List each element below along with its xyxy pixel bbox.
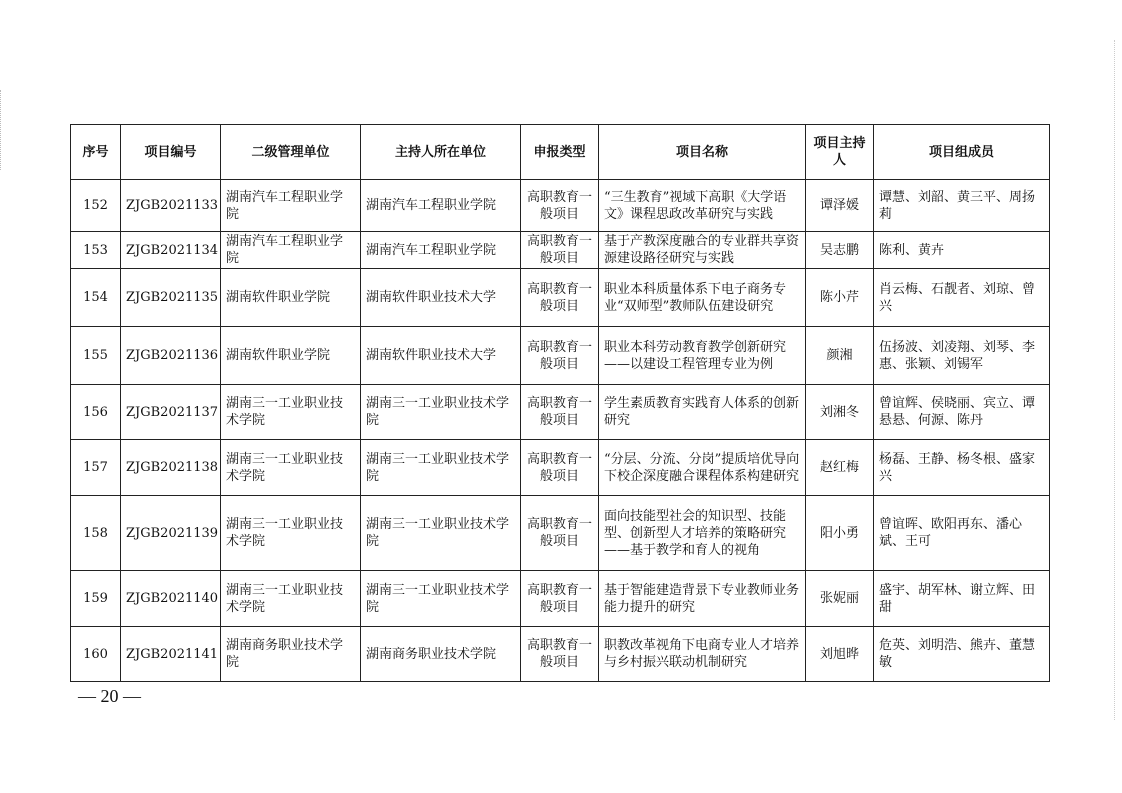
cell-team-members: 谭慧、刘韶、黄三平、周扬莉 [874, 180, 1050, 232]
header-project-name: 项目名称 [599, 125, 806, 180]
cell-project-leader: 张妮丽 [806, 571, 874, 627]
cell-host-unit: 湖南三一工业职业技术学院 [361, 496, 521, 571]
cell-admin-unit: 湖南软件职业学院 [221, 327, 361, 385]
table-row [71, 571, 1050, 627]
cell-project-code: ZJGB2021141 [121, 627, 221, 682]
cell-host-unit: 湖南三一工业职业技术学院 [361, 571, 521, 627]
cell-admin-unit: 湖南三一工业职业技术学院 [221, 385, 361, 440]
header-index: 序号 [71, 125, 121, 180]
cell-index: 159 [71, 571, 121, 627]
cell-admin-unit: 湖南汽车工程职业学院 [221, 232, 361, 269]
cell-project-leader: 谭泽媛 [806, 180, 874, 232]
cell-project-name: “分层、分流、分岗”提质培优导向下校企深度融合课程体系构建研究 [599, 440, 806, 496]
cell-application-type: 高职教育一般项目 [521, 269, 599, 327]
scan-margin-mark-right [1114, 40, 1118, 720]
cell-project-code: ZJGB2021134 [121, 232, 221, 269]
table-row [71, 627, 1050, 682]
page-number: — 20 — [78, 686, 141, 706]
cell-admin-unit: 湖南三一工业职业技术学院 [221, 496, 361, 571]
cell-host-unit: 湖南软件职业技术大学 [361, 327, 521, 385]
cell-project-leader: 刘旭晔 [806, 627, 874, 682]
scan-margin-mark-left [0, 90, 4, 170]
cell-project-name: 基于产教深度融合的专业群共享资源建设路径研究与实践 [599, 232, 806, 269]
header-project-leader: 项目主持人 [806, 125, 874, 180]
table-row [71, 496, 1050, 571]
cell-host-unit: 湖南汽车工程职业学院 [361, 180, 521, 232]
cell-project-code: ZJGB2021139 [121, 496, 221, 571]
cell-admin-unit: 湖南商务职业技术学院 [221, 627, 361, 682]
cell-project-name: “三生教育”视域下高职《大学语文》课程思政改革研究与实践 [599, 180, 806, 232]
cell-index: 154 [71, 269, 121, 327]
header-application-type: 申报类型 [521, 125, 599, 180]
cell-index: 160 [71, 627, 121, 682]
cell-application-type: 高职教育一般项目 [521, 180, 599, 232]
cell-team-members: 伍扬波、刘凌翔、刘琴、李惠、张颖、刘锡军 [874, 327, 1050, 385]
cell-index: 152 [71, 180, 121, 232]
cell-application-type: 高职教育一般项目 [521, 327, 599, 385]
cell-admin-unit: 湖南软件职业学院 [221, 269, 361, 327]
cell-project-code: ZJGB2021136 [121, 327, 221, 385]
cell-index: 158 [71, 496, 121, 571]
table-row [71, 232, 1050, 269]
cell-index: 153 [71, 232, 121, 269]
cell-team-members: 曾谊晖、欧阳再东、潘心斌、王可 [874, 496, 1050, 571]
cell-host-unit: 湖南三一工业职业技术学院 [361, 440, 521, 496]
cell-project-name: 职业本科劳动教育教学创新研究——以建设工程管理专业为例 [599, 327, 806, 385]
cell-host-unit: 湖南汽车工程职业学院 [361, 232, 521, 269]
cell-index: 156 [71, 385, 121, 440]
cell-project-leader: 赵红梅 [806, 440, 874, 496]
table-header-row [71, 125, 1050, 180]
cell-host-unit: 湖南三一工业职业技术学院 [361, 385, 521, 440]
cell-application-type: 高职教育一般项目 [521, 627, 599, 682]
cell-team-members: 陈利、黄卉 [874, 232, 1050, 269]
cell-project-name: 学生素质教育实践育人体系的创新研究 [599, 385, 806, 440]
cell-project-code: ZJGB2021133 [121, 180, 221, 232]
cell-host-unit: 湖南软件职业技术大学 [361, 269, 521, 327]
header-host-unit: 主持人所在单位 [361, 125, 521, 180]
cell-project-name: 面向技能型社会的知识型、技能型、创新型人才培养的策略研究——基于教学和育人的视角 [599, 496, 806, 571]
cell-project-leader: 阳小勇 [806, 496, 874, 571]
table-row [71, 180, 1050, 232]
cell-project-leader: 颜湘 [806, 327, 874, 385]
cell-team-members: 肖云梅、石靓者、刘琼、曾兴 [874, 269, 1050, 327]
cell-admin-unit: 湖南汽车工程职业学院 [221, 180, 361, 232]
cell-project-name: 基于智能建造背景下专业教师业务能力提升的研究 [599, 571, 806, 627]
cell-index: 157 [71, 440, 121, 496]
cell-team-members: 盛宇、胡军林、谢立辉、田甜 [874, 571, 1050, 627]
cell-project-code: ZJGB2021137 [121, 385, 221, 440]
table-row [71, 440, 1050, 496]
cell-project-code: ZJGB2021135 [121, 269, 221, 327]
cell-project-code: ZJGB2021138 [121, 440, 221, 496]
cell-application-type: 高职教育一般项目 [521, 440, 599, 496]
table-row [71, 269, 1050, 327]
header-project-code: 项目编号 [121, 125, 221, 180]
project-list-table [70, 124, 1050, 682]
cell-team-members: 杨磊、王静、杨冬根、盛家兴 [874, 440, 1050, 496]
cell-index: 155 [71, 327, 121, 385]
cell-project-name: 职教改革视角下电商专业人才培养与乡村振兴联动机制研究 [599, 627, 806, 682]
cell-project-leader: 陈小芹 [806, 269, 874, 327]
cell-application-type: 高职教育一般项目 [521, 496, 599, 571]
cell-application-type: 高职教育一般项目 [521, 385, 599, 440]
cell-application-type: 高职教育一般项目 [521, 232, 599, 269]
cell-project-code: ZJGB2021140 [121, 571, 221, 627]
header-team-members: 项目组成员 [874, 125, 1050, 180]
table-row [71, 327, 1050, 385]
cell-project-leader: 刘湘冬 [806, 385, 874, 440]
cell-application-type: 高职教育一般项目 [521, 571, 599, 627]
table-row [71, 385, 1050, 440]
cell-host-unit: 湖南商务职业技术学院 [361, 627, 521, 682]
cell-project-leader: 吴志鹏 [806, 232, 874, 269]
header-admin-unit: 二级管理单位 [221, 125, 361, 180]
cell-project-name: 职业本科质量体系下电子商务专业“双师型”教师队伍建设研究 [599, 269, 806, 327]
cell-admin-unit: 湖南三一工业职业技术学院 [221, 571, 361, 627]
cell-admin-unit: 湖南三一工业职业技术学院 [221, 440, 361, 496]
cell-team-members: 曾谊辉、侯晓丽、宾立、谭悬悬、何源、陈丹 [874, 385, 1050, 440]
cell-team-members: 危英、刘明浩、熊卉、董慧敏 [874, 627, 1050, 682]
